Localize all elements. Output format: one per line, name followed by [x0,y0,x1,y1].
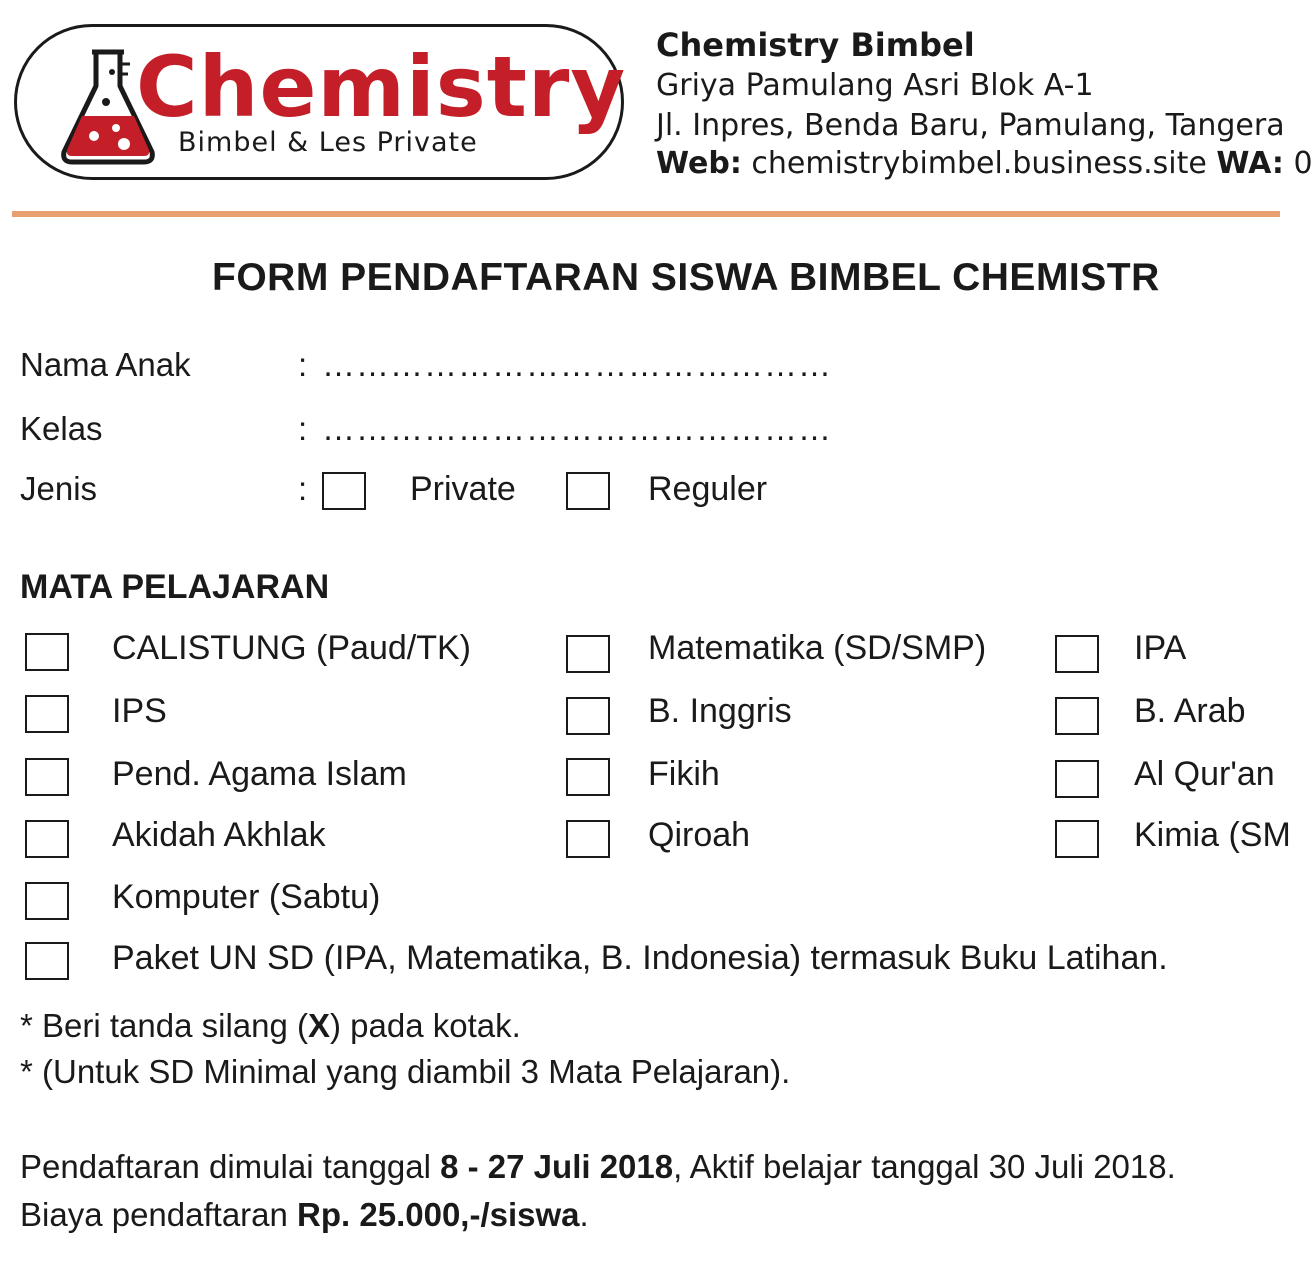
info2-bold: Rp. 25.000,-/siswa [297,1196,580,1233]
subject-matematika: Matematika (SD/SMP) [648,629,987,667]
option-private: Private [410,470,516,508]
web-label: Web: [656,146,742,181]
checkbox-ipa[interactable] [1055,635,1099,673]
subject-paket-un-sd: Paket UN SD (IPA, Matematika, B. Indonesia) termasuk Buku Latihan. [112,939,1168,977]
note1-bold: X [308,1007,331,1044]
field-sep-jenis: : [298,470,308,507]
info1-pre: Pendaftaran dimulai tanggal [20,1148,441,1185]
info1-post: , Aktif belajar tanggal 30 Juli 2018. [673,1148,1176,1185]
header-contact [656,146,1313,181]
checkbox-calistung[interactable] [25,633,69,671]
option-reguler: Reguler [648,470,768,508]
checkbox-b-inggris[interactable] [566,697,610,735]
form-title: FORM PENDAFTARAN SISWA BIMBEL CHEMISTR [212,256,1160,299]
checkbox-al-quran[interactable] [1055,760,1099,798]
header-address-line1: Griya Pamulang Asri Blok A-1 [656,68,1094,103]
checkbox-matematika[interactable] [566,635,610,673]
note1-pre: * Beri tanda silang ( [20,1007,308,1044]
checkbox-ips[interactable] [25,695,69,733]
checkbox-private[interactable] [322,472,366,510]
subject-ips: IPS [112,692,167,730]
checkbox-qiroah[interactable] [566,820,610,858]
subject-akidah-akhlak: Akidah Akhlak [112,816,326,854]
checkbox-pend-agama-islam[interactable] [25,758,69,796]
info-registration-dates [20,1148,1176,1186]
info2-post: . [579,1196,589,1233]
info-registration-fee [20,1196,589,1234]
subject-pend-agama-islam: Pend. Agama Islam [112,755,407,793]
web-value: chemistrybimbel.business.site [751,146,1207,181]
header-address-line2: Jl. Inpres, Benda Baru, Pamulang, Tangera [656,108,1285,143]
section-title-mata-pelajaran: MATA PELAJARAN [20,568,330,606]
subject-fikih: Fikih [648,755,720,793]
checkbox-akidah-akhlak[interactable] [25,820,69,858]
checkbox-reguler[interactable] [566,472,610,510]
checkbox-kimia[interactable] [1055,820,1099,858]
field-label-jenis: Jenis [20,470,98,507]
note-minimum-subjects: * (Untuk SD Minimal yang diambil 3 Mata Pelajaran). [20,1053,791,1090]
wa-value: 0 [1293,146,1313,181]
checkbox-komputer[interactable] [25,882,69,920]
header-name: Chemistry Bimbel [656,26,975,64]
field-blank-kelas[interactable]: ……………………………………… [322,410,832,447]
note-mark-instruction [20,1007,521,1045]
subject-b-inggris: B. Inggris [648,692,792,730]
checkbox-b-arab[interactable] [1055,697,1099,735]
wa-label: WA: [1216,146,1284,181]
subject-kimia: Kimia (SM [1134,816,1291,854]
header-divider [12,211,1280,217]
info1-bold: 8 - 27 Juli 2018 [440,1148,674,1185]
logo-subtitle: Bimbel & Les Private [178,127,478,158]
field-sep-kelas: : [298,410,308,447]
info2-pre: Biaya pendaftaran [20,1196,298,1233]
checkbox-fikih[interactable] [566,758,610,796]
subject-al-quran: Al Qur'an [1134,755,1275,793]
subject-komputer: Komputer (Sabtu) [112,878,381,916]
note1-post: ) pada kotak. [330,1007,521,1044]
checkbox-paket-un-sd[interactable] [25,942,69,980]
subject-b-arab: B. Arab [1134,692,1246,730]
subject-qiroah: Qiroah [648,816,751,854]
logo-wordmark: Chemistry [136,38,627,136]
field-blank-nama-anak[interactable]: ……………………………………… [322,346,832,383]
subject-ipa: IPA [1134,629,1187,667]
field-label-kelas: Kelas [20,410,103,447]
field-sep-nama-anak: : [298,346,308,383]
subject-calistung: CALISTUNG (Paud/TK) [112,629,471,667]
field-label-nama-anak: Nama Anak [20,346,191,383]
